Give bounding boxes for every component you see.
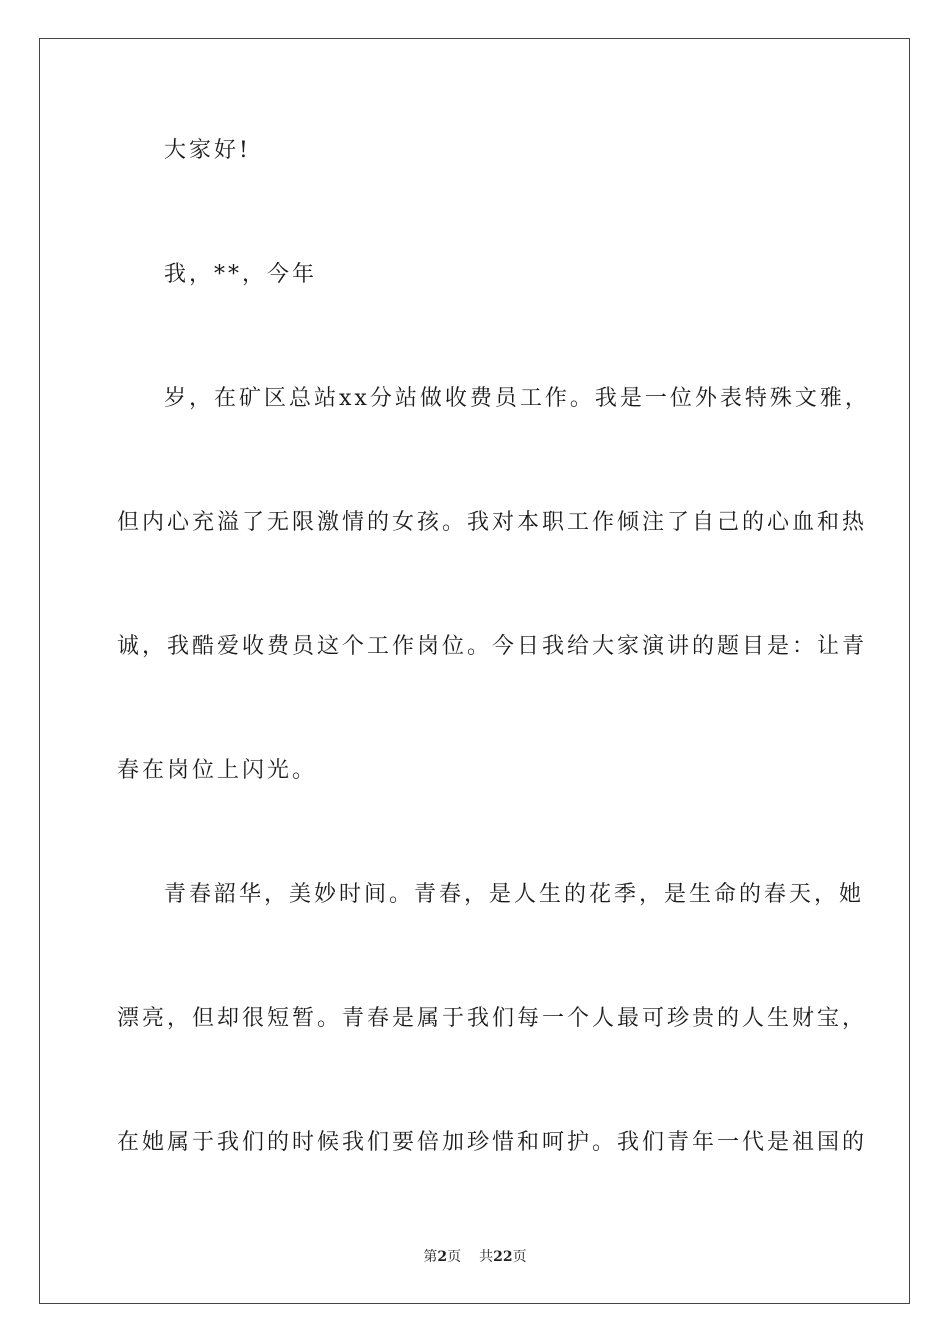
- page-number: 2: [437, 1249, 448, 1265]
- text-line: 青春韶华，美妙时间。青春，是人生的花季，是生命的春天，她: [164, 882, 865, 907]
- text-line: 在她属于我们的时候我们要倍加珍惜和呵护。我们青年一代是祖国的: [117, 1130, 868, 1155]
- text-line: 岁，在矿区总站xx分站做收费员工作。我是一位外表特殊文雅，: [164, 386, 870, 411]
- page-prefix: 第: [423, 1249, 438, 1265]
- page-footer: [0, 1246, 950, 1266]
- text-line: 但内心充溢了无限激情的女孩。我对本职工作倾注了自己的心血和热: [117, 510, 868, 535]
- total-prefix: 共: [479, 1249, 494, 1265]
- text-line-intro: 我，**，今年: [164, 262, 318, 287]
- text-line: 春在岗位上闪光。: [117, 758, 318, 783]
- text-line: 诚，我酷爱收费员这个工作岗位。今日我给大家演讲的题目是：让青: [117, 634, 868, 659]
- text-line: 漂亮，但却很短暂。青春是属于我们每一个人最可珍贵的人生财宝，: [117, 1006, 868, 1031]
- text-line-greeting: 大家好!: [164, 138, 251, 163]
- total-pages: 22: [493, 1249, 513, 1265]
- total-suffix: 页: [512, 1249, 527, 1265]
- page-suffix: 页: [447, 1249, 462, 1265]
- page-border: [39, 38, 910, 1304]
